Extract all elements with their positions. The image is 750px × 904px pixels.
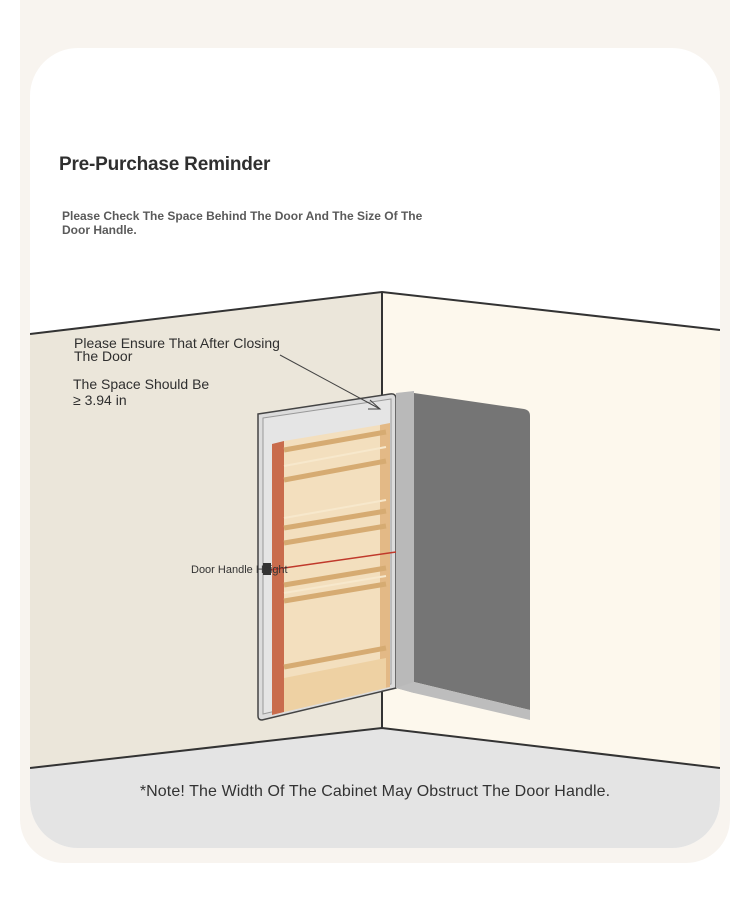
wooden-cabinet [272,423,390,715]
footer-note: *Note! The Width Of The Cabinet May Obstruct The Door Handle. [139,783,611,800]
page-subtitle: Please Check The Space Behind The Door And The Size Of The Door Handle. [62,209,423,237]
space-label-line2: ≥ 3.94 in [73,392,127,408]
page-title: Pre-Purchase Reminder [59,154,271,175]
ensure-label: Please Ensure That After Closing The Door [74,335,280,364]
space-label-line1: The Space Should Be [73,376,210,392]
reminder-card [30,48,720,848]
handle-height-label: Door Handle Height [191,564,288,576]
open-door-panel [414,393,530,710]
door-edge [396,391,414,693]
space-label [73,376,273,408]
